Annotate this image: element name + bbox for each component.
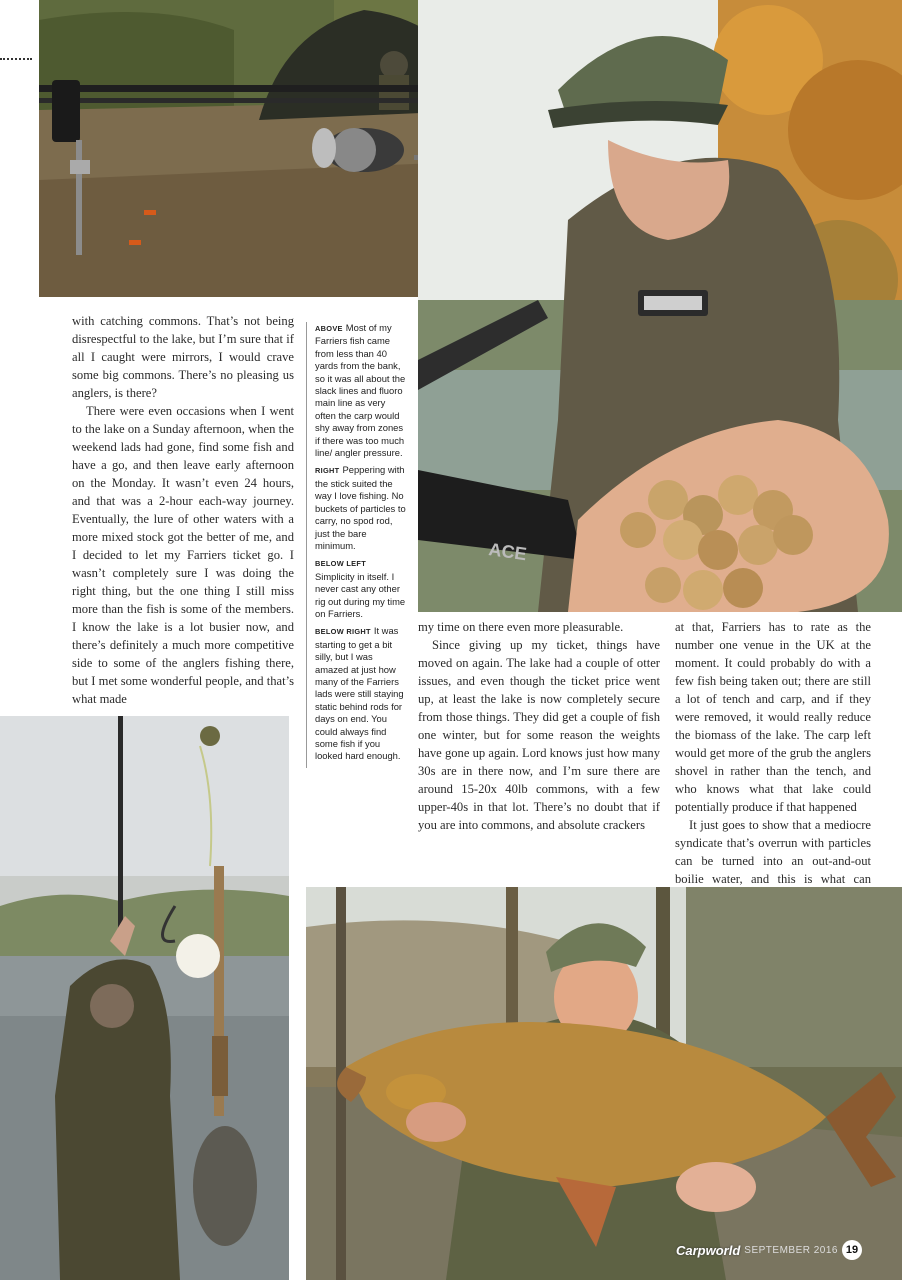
- caption-label: BELOW RIGHT: [315, 627, 371, 637]
- dotted-rule: [0, 58, 32, 60]
- paragraph: at that, Farriers has to rate as the number one venue in the UK at the moment. It could probably do with a few fish being taken out; there are still a lot of tench and carp, and if they were removed, it would really reduce the biomass of the lake. The carp left would get more of the grub the anglers shovel in rather than the tench, and who knows what that lake could potentially produce if that happened: [675, 620, 871, 814]
- caption-above: [315, 322, 407, 459]
- paragraph-text: It just goes to show that a mediocre syndicate that’s overrun with particles can be turned into an out-and-out boilie water, and this is what can: [675, 818, 871, 886]
- article-column-left: [72, 312, 294, 708]
- issue-date: SEPTEMBER 2016: [744, 1244, 838, 1256]
- caption-below-right: [315, 625, 407, 762]
- article-column-middle: [418, 618, 660, 834]
- photo-angler-carp: [306, 887, 902, 1280]
- caption-label: BELOW LEFT: [315, 559, 367, 569]
- article-column-right: [675, 618, 871, 907]
- paragraph: There were even occasions when I went to the lake on a Sunday afternoon, when the weekend lads had gone, find some fish and have a go, and then leave early afternoon on the Monday. It wasn’t even 24 hours, and that was a 2-hour each-way journey. Eventually, the lure of other waters with a more mixed stock got the better of me, and I decided to let my Farriers ticket go. I wasn’t completely sure I was doing the right thing, but the one thing I still miss more than the fish is some of the members. I know the lake is a lot busier now, and there’s definitely a much more competitive side to some of the anglers fishing there, but I met some wonderful people, and that’s what made: [72, 404, 294, 706]
- caption-right: [315, 464, 407, 552]
- photo-casting-rig: [0, 716, 289, 1280]
- captions-column: [306, 322, 407, 768]
- paragraph: with catching commons. That’s not being disrespectful to the lake, but I’m sure that if all I caught were mirrors, I would crave some big commons. There’s no pleasing us anglers, is there?: [72, 314, 294, 400]
- rod-brand-text: ACE: [487, 539, 528, 565]
- magazine-brand: Carpworld: [675, 1242, 741, 1258]
- caption-text: It was starting to get a bit silly, but I was amazed at just how many of the Farriers lads were still staying static behind rods for days on end. You could always find some fish if you looked hard enough.: [315, 625, 404, 762]
- paragraph: my time on there even more pleasurable.: [418, 620, 624, 634]
- paragraph: Since giving up my ticket, things have moved on again. The lake had a couple of otter issues, and even though the ticket price went up, at least the lake is now completely secure from those things. They did get a couple of fish one winter, but for some reason the weights have gone up again. Lord knows just how many 30s are in there now, and I’m sure there are around 15-20x 40lb commons, with a few upper-40s in that lot. There’s no doubt that if you are into commons, and absolute crackers: [418, 638, 660, 832]
- page-number: 19: [842, 1240, 862, 1260]
- photo-angler-boilies: [418, 0, 902, 612]
- page-footer: [676, 1240, 862, 1260]
- caption-below-left: [315, 557, 407, 620]
- caption-text: Most of my Farriers fish came from less than 40 yards from the bank, so it was all about the slack lines and fluoro main line as very often the carp would shy away from zones if there was too much line/ angler pressure.: [315, 322, 406, 459]
- caption-label: ABOVE: [315, 324, 343, 333]
- caption-text: Simplicity in itself. I never cast any other rig out during my time on Farriers.: [315, 570, 406, 619]
- caption-label: RIGHT: [315, 466, 340, 476]
- caption-text: Peppering with the stick suited the way I love fishing. No buckets of particles to carry, no spod rod, just the bare minimum.: [315, 464, 406, 551]
